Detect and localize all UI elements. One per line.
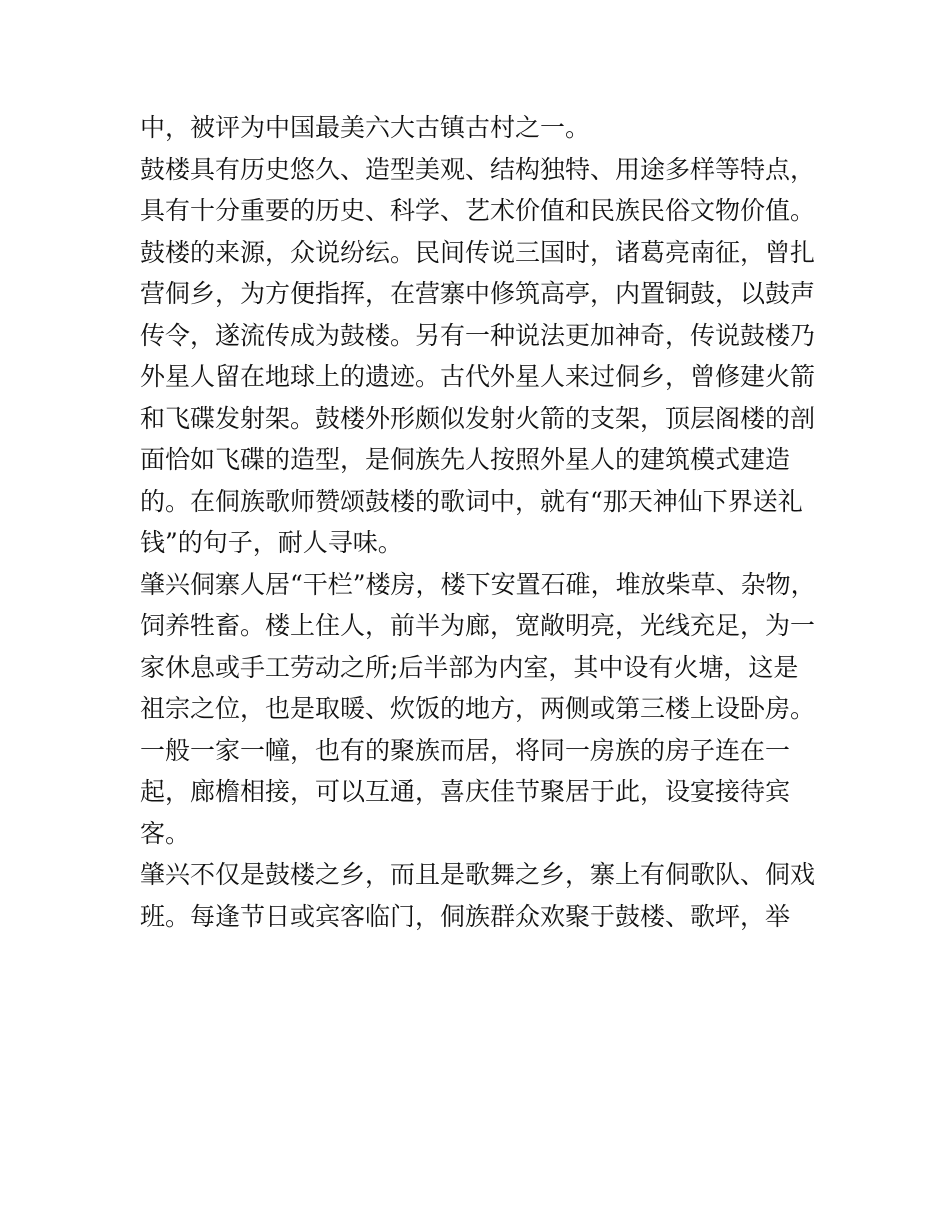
text-line: 一般一家一幢，也有的聚族而居，将同一房族的房子连在一 [140, 735, 791, 765]
text-line: 的。在侗族歌师赞颂鼓楼的歌词中，就有“那天神仙下界送礼 [140, 486, 803, 516]
text-line: 传令，遂流传成为鼓楼。另有一种说法更加神奇，传说鼓楼乃 [140, 320, 816, 350]
text-line: 起，廊檐相接，可以互通，喜庆佳节聚居于此，设宴接待宾 [140, 777, 791, 806]
text-line: 班。每逢节日或宾客临门，侗族群众欢聚于鼓楼、歌坪，举 [140, 901, 791, 931]
text-line: 面恰如飞碟的造型，是侗族先人按照外星人的建筑模式建造 [140, 445, 791, 474]
paragraph-1 [140, 107, 812, 149]
text-line: 外星人留在地球上的遗迹。古代外星人来过侗乡，曾修建火箭 [140, 362, 816, 391]
text-line: 祖宗之位，也是取暖、炊饭的地方，两侧或第三楼上设卧房。 [140, 694, 816, 723]
text-line: 中，被评为中国最美六大古镇古村之一。 [140, 113, 591, 142]
text-line: 客。 [140, 818, 191, 848]
text-line: 饲养牲畜。楼上住人，前半为廊，宽敞明亮，光线充足，为一 [140, 611, 816, 640]
paragraph-2 [140, 149, 816, 232]
text-line: 具有十分重要的历史、科学、艺术价值和民族民俗文物价值。 [140, 196, 816, 225]
paragraph-4 [140, 564, 816, 855]
paragraph-5 [140, 854, 816, 937]
document-body [140, 107, 816, 937]
text-line: 家休息或手工劳动之所;后半部为内室，其中设有火塘，这是 [140, 652, 799, 682]
text-line: 钱”的句子，耐人寻味。 [140, 528, 403, 557]
text-line: 肇兴不仅是鼓楼之乡，而且是歌舞之乡，寨上有侗歌队、侗戏 [140, 860, 816, 889]
text-line: 和飞碟发射架。鼓楼外形颇似发射火箭的支架，顶层阁楼的剖 [140, 403, 816, 433]
text-line: 鼓楼具有历史悠久、造型美观、结构独特、用途多样等特点， [140, 154, 816, 184]
text-line: 肇兴侗寨人居“干栏”楼房，楼下安置石碓，堆放柴草、杂物， [140, 569, 816, 599]
text-line: 营侗乡，为方便指挥，在营寨中修筑高亭，内置铜鼓，以鼓声 [140, 279, 816, 308]
text-line: 鼓楼的来源，众说纷纭。民间传说三国时，诸葛亮南征，曾扎 [140, 237, 816, 267]
paragraph-3 [140, 232, 816, 564]
